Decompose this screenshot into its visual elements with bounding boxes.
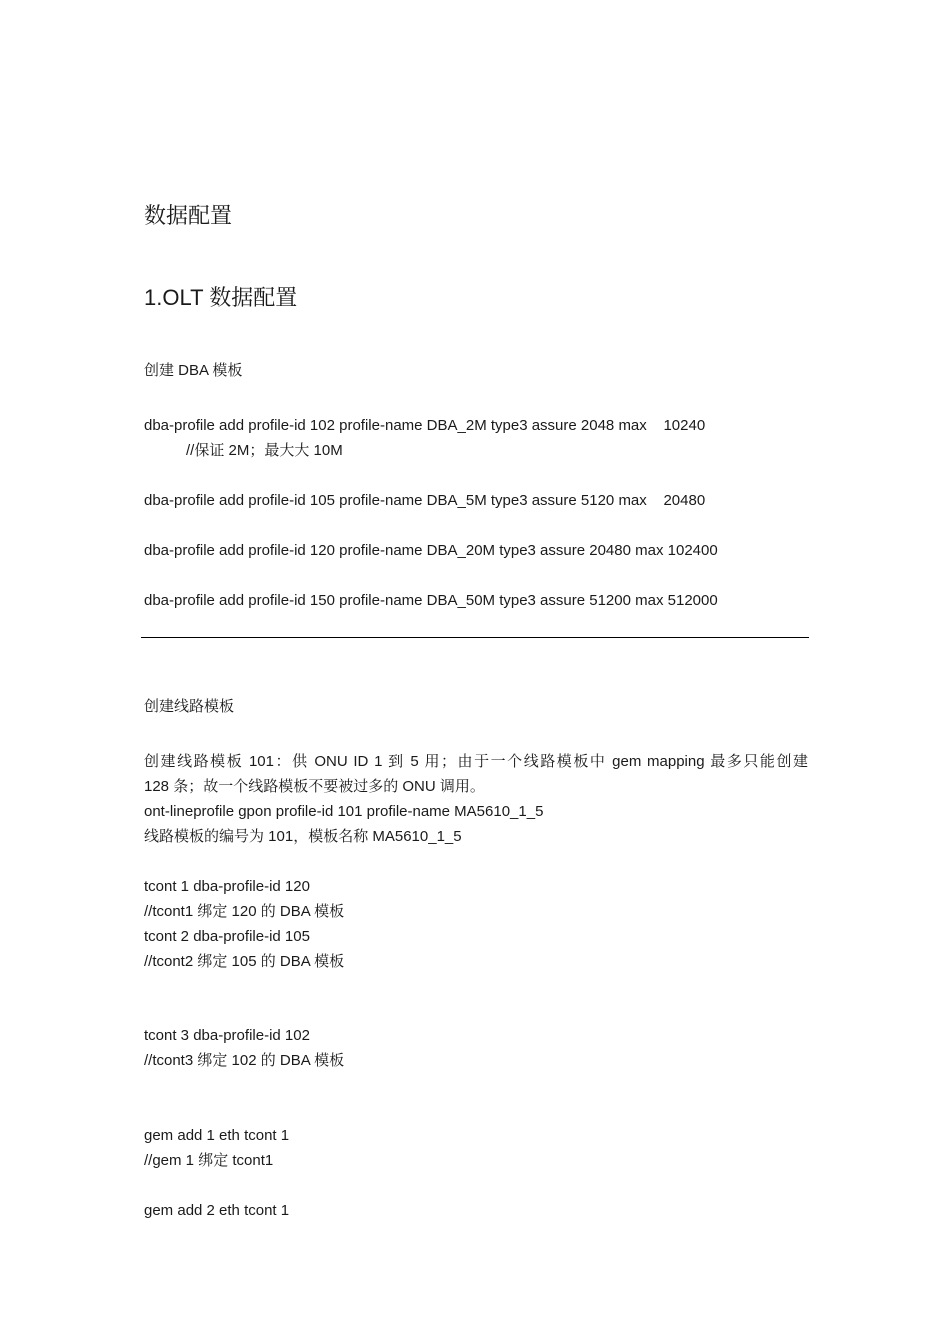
tcont-comment: //tcont1 绑定 120 的 DBA 模板 [144,903,345,920]
dba-command-line: dba-profile add profile-id 120 profile-name DBA_20M type3 assure 20480 max 102400 [144,542,718,559]
tcont-command: tcont 2 dba-profile-id 105 [144,928,310,945]
lineprofile-note: 线路模板的编号为 101，模板名称 MA5610_1_5 [144,828,462,845]
lineprofile-command: ont-lineprofile gpon profile-id 101 profile-name MA5610_1_5 [144,803,544,820]
line-template-description: 创建线路模板 101：供 ONU ID 1 到 5 用；由于一个线路模板中 gem mapping 最多只能创建 [144,753,808,770]
dba-command-comment: //保证 2M；最大大 10M [186,442,343,459]
gem-comment: //gem 1 绑定 tcont1 [144,1152,274,1169]
dba-command-line: dba-profile add profile-id 105 profile-name DBA_5M type3 assure 5120 max 20480 [144,492,706,509]
page-title: 数据配置 [144,203,233,228]
gem-command: gem add 1 eth tcont 1 [144,1127,290,1144]
tcont-comment: //tcont3 绑定 102 的 DBA 模板 [144,1052,345,1069]
line-template-label: 创建线路模板 [144,698,235,715]
line-template-description-cont: 128 条；故一个线路模板不要被过多的 ONU 调用。 [144,778,485,795]
gem-command: gem add 2 eth tcont 1 [144,1202,290,1219]
dba-template-label: 创建 DBA 模板 [144,362,243,379]
tcont-comment: //tcont2 绑定 105 的 DBA 模板 [144,953,345,970]
dba-command-line: dba-profile add profile-id 102 profile-name DBA_2M type3 assure 2048 max 10240 [144,417,706,434]
tcont-command: tcont 1 dba-profile-id 120 [144,878,310,895]
dba-command-line: dba-profile add profile-id 150 profile-name DBA_50M type3 assure 51200 max 512000 [144,592,718,609]
tcont-command: tcont 3 dba-profile-id 102 [144,1027,310,1044]
section-heading-olt: 1.OLT 数据配置 [144,285,298,310]
horizontal-divider [141,637,809,638]
